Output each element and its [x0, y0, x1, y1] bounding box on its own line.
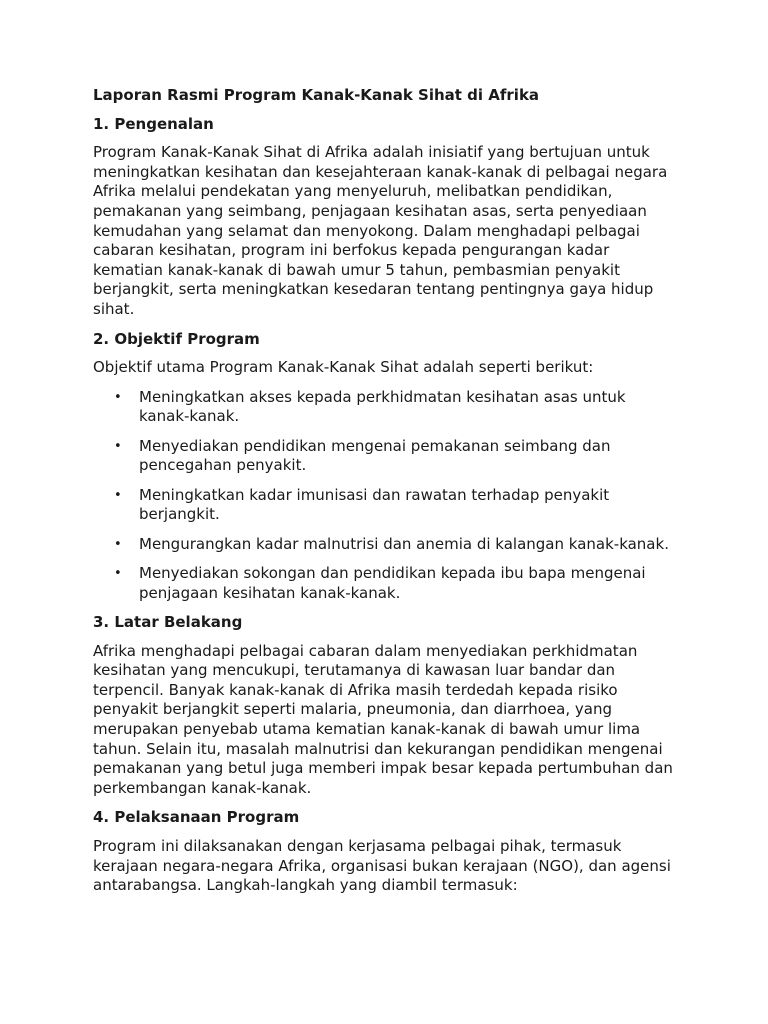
list-item-text: Mengurangkan kadar malnutrisi dan anemia di kalangan kanak-kanak.: [139, 534, 669, 553]
bullet-icon: •: [114, 487, 122, 503]
document-title: Laporan Rasmi Program Kanak-Kanak Sihat di Afrika: [93, 86, 540, 104]
list-item-text: Meningkatkan akses kepada perkhidmatan kesihatan asas untuk kanak-kanak.: [139, 387, 626, 426]
list-item: [93, 486, 678, 525]
list-item: [93, 437, 678, 476]
section-heading-pelaksanaan: 4. Pelaksanaan Program: [93, 808, 300, 827]
list-item: [93, 388, 678, 427]
list-item-text: Menyediakan pendidikan mengenai pemakanan seimbang dan pencegahan penyakit.: [139, 436, 611, 475]
section-heading-objektif: 2. Objektif Program: [93, 329, 260, 348]
section-paragraph: Program ini dilaksanakan dengan kerjasama pelbagai pihak, termasuk kerajaan negara-negara Afrika, organisasi bukan kerajaan (NGO), dan agensi antarabangsa. Langkah-langkah yang diambil termasuk:: [93, 836, 671, 895]
bullet-icon: •: [114, 566, 122, 582]
list-item-text: Menyediakan sokongan dan pendidikan kepada ibu bapa mengenai penjagaan kesihatan kanak-kanak.: [139, 564, 646, 602]
list-item-text: Meningkatkan kadar imunisasi dan rawatan terhadap penyakit berjangkit.: [139, 485, 610, 524]
objective-list: [93, 388, 678, 604]
section-paragraph: Afrika menghadapi pelbagai cabaran dalam menyediakan perkhidmatan kesihatan yang mencukupi, terutamanya di kawasan luar bandar dan terpencil. Banyak kanak-kanak di Afrika masih terdedah kepada risiko penyakit berjangkit seperti malaria, pneumonia, dan diarrhoea, yang merupakan penyebab utama kematian kanak-kanak di bawah umur lima tahun. Selain itu, masalah malnutrisi dan kekurangan pendidikan mengenai pemakanan yang betul juga memberi impak besar kepada pertumbuhan dan perkembangan kanak-kanak.: [93, 641, 673, 797]
section-paragraph: Objektif utama Program Kanak-Kanak Sihat adalah seperti berikut:: [93, 358, 594, 377]
document-page: [93, 86, 678, 906]
bullet-icon: •: [114, 536, 122, 552]
bullet-icon: •: [114, 389, 122, 405]
list-item: [93, 564, 678, 603]
section-paragraph: Program Kanak-Kanak Sihat di Afrika adalah inisiatif yang bertujuan untuk meningkatkan kesihatan dan kesejahteraan kanak-kanak di pelbagai negara Afrika melalui pendekatan yang menyeluruh, melibatkan pendidikan, pemakanan yang seimbang, penjagaan kesihatan asas, serta penyediaan kemudahan yang selamat dan menyokong. Dalam menghadapi pelbagai cabaran kesihatan, program ini berfokus kepada pengurangan kadar kematian kanak-kanak di bawah umur 5 tahun, pembasmian penyakit berjangkit, serta meningkatkan kesedaran tentang pentingnya gaya hidup sihat.: [93, 143, 668, 318]
section-heading-pengenalan: 1. Pengenalan: [93, 114, 214, 133]
bullet-icon: •: [114, 438, 122, 454]
section-heading-latar-belakang: 3. Latar Belakang: [93, 613, 243, 632]
list-item: [93, 535, 678, 555]
